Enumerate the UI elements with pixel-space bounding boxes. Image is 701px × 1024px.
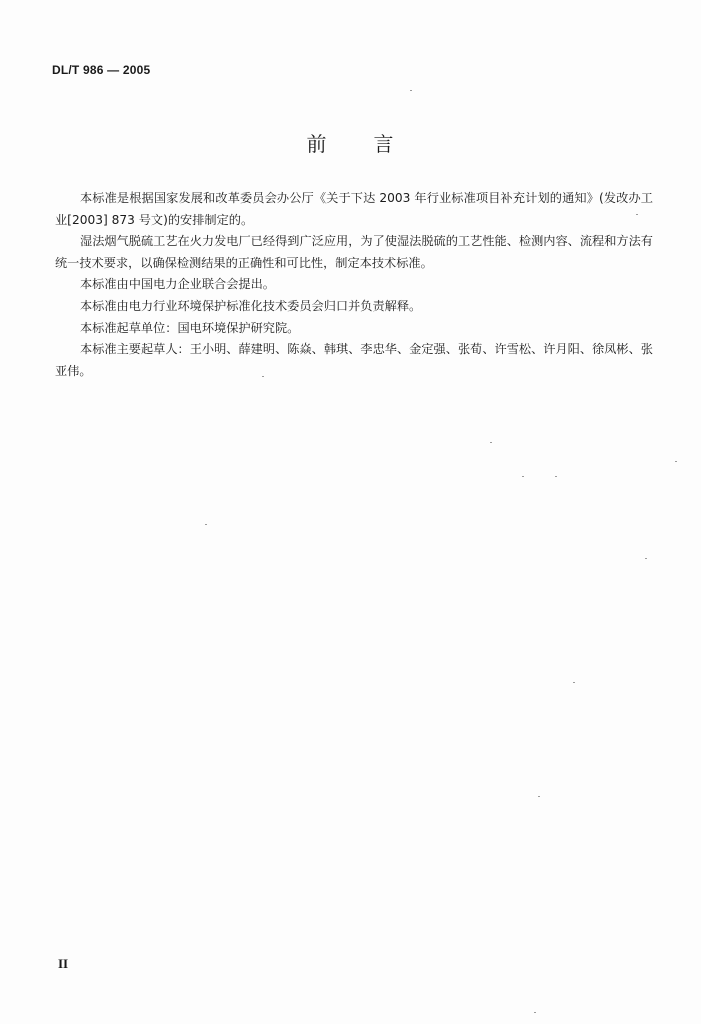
scan-speck bbox=[538, 796, 540, 797]
page-number: II bbox=[58, 956, 69, 971]
page-title bbox=[0, 128, 701, 157]
scan-speck bbox=[262, 376, 264, 377]
paragraph-drafting-unit: 本标准起草单位：国电环境保护研究院。 bbox=[80, 320, 300, 335]
scan-speck bbox=[645, 558, 647, 559]
scan-speck bbox=[410, 90, 412, 91]
paragraph-interpreter: 本标准由电力行业环境保护标准化技术委员会归口并负责解释。 bbox=[80, 298, 422, 313]
standard-code: DL/T 986 — 2005 bbox=[52, 63, 151, 77]
scan-speck bbox=[636, 214, 638, 215]
scan-speck bbox=[490, 442, 492, 443]
title-char-1: 前 bbox=[306, 132, 328, 156]
paragraph-drafters: 本标准主要起草人：王小明、薛建明、陈焱、韩琪、李忠华、金定强、张荀、许雪松、许月阳、徐凤彬、张亚伟。 bbox=[55, 342, 653, 378]
scan-speck bbox=[675, 461, 677, 462]
paragraph-purpose: 湿法烟气脱硫工艺在火力发电厂已经得到广泛应用，为了使湿法脱硫的工艺性能、检测内容、流程和方法有统一技术要求，以确保检测结果的正确性和可比性，制定本技术标准。 bbox=[55, 234, 653, 270]
title-char-2: 言 bbox=[373, 132, 395, 156]
preface-body bbox=[55, 188, 653, 382]
scan-speck bbox=[205, 524, 207, 525]
scan-speck bbox=[534, 1012, 536, 1013]
paragraph-basis: 本标准是根据国家发展和改革委员会办公厅《关于下达 2003 年行业标准项目补充计划的通知》(发改办工业[2003] 873 号文)的安排制定的。 bbox=[55, 191, 653, 227]
scan-speck bbox=[573, 682, 575, 683]
paragraph-proposer: 本标准由中国电力企业联合会提出。 bbox=[80, 277, 275, 292]
scan-speck bbox=[522, 476, 524, 477]
scan-speck bbox=[555, 476, 557, 477]
